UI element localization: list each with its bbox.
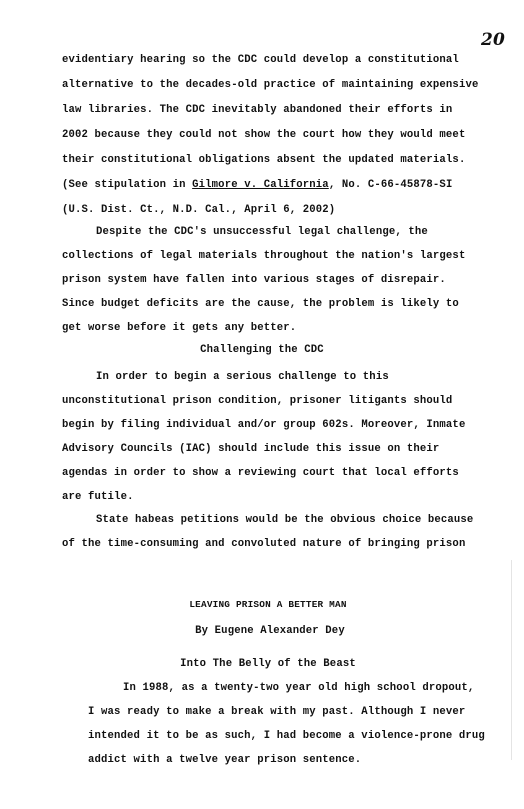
body-line: 2002 because they could not show the court how they would meet [62,129,466,141]
body-line: Since budget deficits are the cause, the problem is likely to [62,298,459,310]
article-title: LEAVING PRISON A BETTER MAN [189,599,347,610]
body-line: get worse before it gets any better. [62,322,297,334]
citation-suffix: , No. C-66-45878-SI [328,179,453,191]
body-line: In 1988, as a twenty-two year old high school dropout, [123,682,475,694]
body-line: are futile. [62,491,134,503]
body-line: their constitutional obligations absent the updated materials. [62,154,466,166]
body-line: prison system have fallen into various stages of disrepair. [62,274,446,286]
case-name: Gilmore v. California [192,179,329,191]
body-line: unconstitutional prison condition, prisoner litigants should [62,395,453,407]
citation-line-2: (U.S. Dist. Ct., N.D. Cal., April 6, 2002) [62,204,336,216]
body-line: Advisory Councils (IAC) should include this issue on their [62,443,440,455]
article-subtitle: Into The Belly of the Beast [180,658,356,670]
citation-line [62,178,452,192]
body-line: of the time-consuming and convoluted nature of bringing prison [62,538,466,550]
article-byline: By Eugene Alexander Dey [195,625,345,637]
body-line: In order to begin a serious challenge to this [96,371,389,383]
page-number: 20 [481,30,505,50]
body-line: State habeas petitions would be the obvious choice because [96,514,474,526]
body-line: alternative to the decades-old practice of maintaining expensive [62,79,479,91]
body-line: law libraries. The CDC inevitably abandoned their efforts in [62,104,453,116]
body-line: Despite the CDC's unsuccessful legal challenge, the [96,226,428,238]
body-line: agendas in order to show a reviewing court that local efforts [62,467,459,479]
citation-prefix: (See stipulation in [62,179,193,191]
body-line: I was ready to make a break with my past. Although I never [88,706,466,718]
scan-edge-mark [511,560,512,760]
body-line: intended it to be as such, I had become a violence-prone drug [88,730,485,742]
body-line: begin by filing individual and/or group 602s. Moreover, Inmate [62,419,466,431]
section-heading: Challenging the CDC [200,344,324,356]
body-line: collections of legal materials throughout the nation's largest [62,250,466,262]
body-line: evidentiary hearing so the CDC could develop a constitutional [62,54,459,66]
body-line: addict with a twelve year prison sentence. [88,754,362,766]
